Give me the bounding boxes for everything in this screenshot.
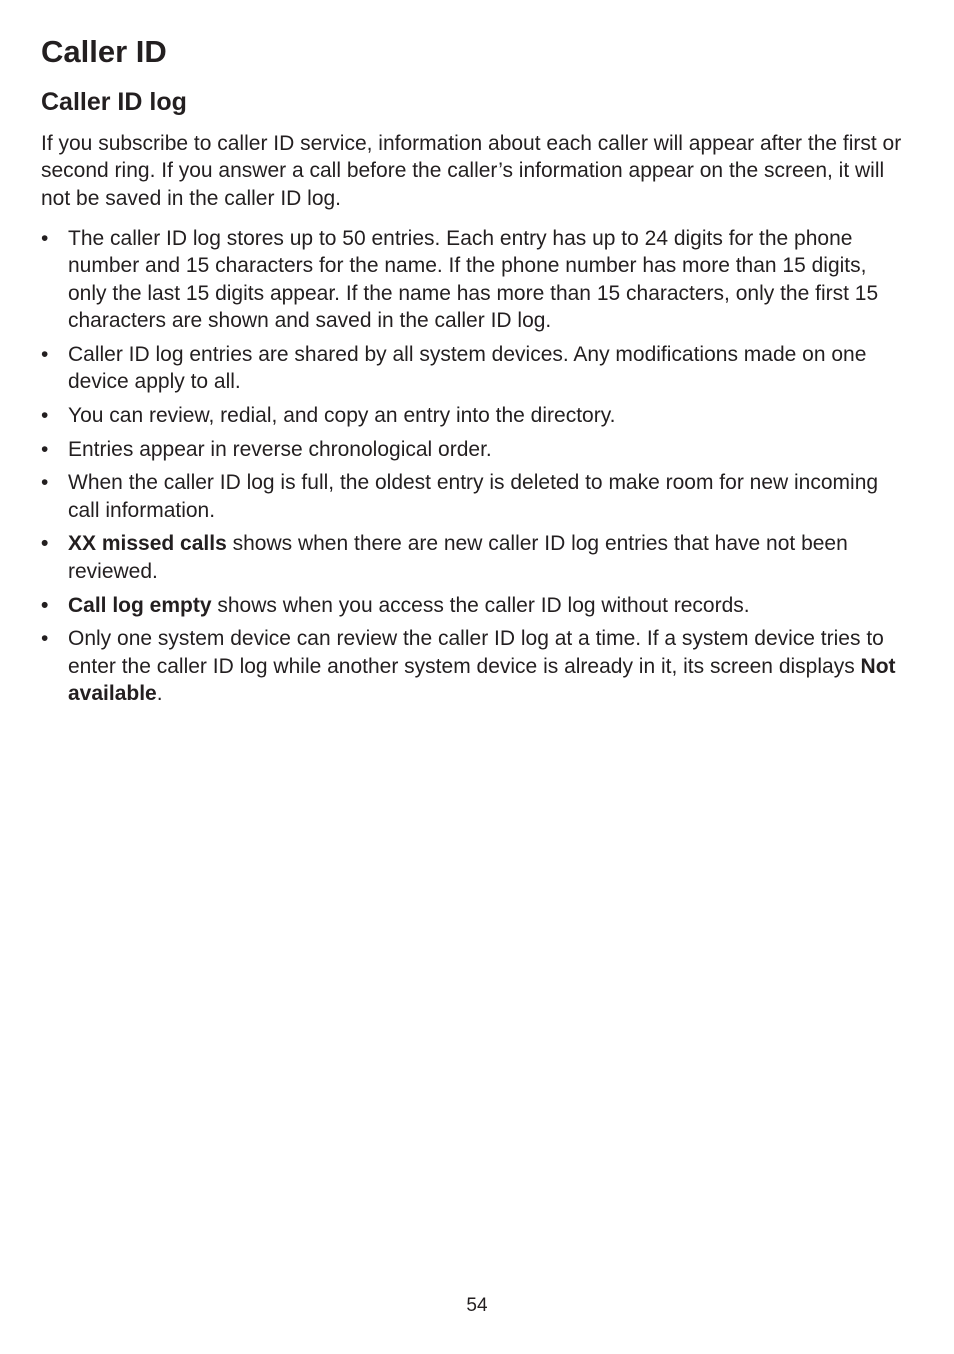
- bullet-text: shows when you access the caller ID log without records.: [211, 593, 750, 617]
- bullet-text: You can review, redial, and copy an entry into the directory.: [68, 403, 616, 427]
- bullet-bold-term: Call log empty: [68, 593, 212, 617]
- bullet-dot-icon: •: [41, 437, 49, 461]
- bullet-text: shows when there are new caller ID log entries that have not been reviewed.: [68, 532, 848, 583]
- bullet-item-3: [41, 402, 907, 429]
- page-number: 54: [466, 1295, 488, 1316]
- bullet-dot-icon: •: [41, 532, 49, 556]
- bullet-dot-icon: •: [41, 227, 49, 250]
- bullet-dot-icon: •: [41, 403, 49, 427]
- bullet-dot-icon: •: [41, 342, 49, 366]
- bullet-item-2: [41, 341, 907, 396]
- bullet-text-end: .: [156, 681, 163, 705]
- bullet-text: When the caller ID log is full, the oldest entry is deleted to make room for new incoming call information.: [68, 471, 879, 522]
- intro-paragraph: If you subscribe to caller ID service, information about each caller will appear after the first or second ring. If you answer a call before the caller’s information appear on the screen, it will not be saved in the caller ID log.: [41, 132, 902, 210]
- section-title: Caller ID log: [41, 88, 187, 116]
- bullet-text: Entries appear in reverse chronological order.: [68, 437, 492, 461]
- bullet-item-7: [41, 592, 907, 619]
- bullet-list: [41, 225, 907, 714]
- bullet-item-8: [41, 625, 907, 707]
- bullet-bold-term: XX missed calls: [68, 532, 227, 556]
- bullet-item-6: [41, 530, 907, 585]
- page-title: Caller ID: [41, 34, 167, 69]
- bullet-item-4: [41, 436, 907, 463]
- bullet-text: Caller ID log entries are shared by all system devices. Any modifications made on one device apply to all.: [68, 342, 867, 393]
- bullet-item-5: [41, 469, 907, 524]
- bullet-text: The caller ID log stores up to 50 entries. Each entry has up to 24 digits for the phone number and 15 characters for the name. If the phone number has more than 15 digits, only the last 15 digits appear. If the name has more than 15 characters, only the first 15 characters are shown and saved in the caller ID log.: [68, 227, 879, 332]
- bullet-dot-icon: •: [41, 593, 49, 617]
- bullet-bold-term: Not available: [68, 654, 896, 705]
- bullet-dot-icon: •: [41, 471, 49, 495]
- bullet-item-1: [41, 225, 907, 334]
- bullet-text: Only one system device can review the caller ID log at a time. If a system device tries to enter the caller ID log while another system device is already in it, its screen displays: [68, 627, 884, 678]
- bullet-dot-icon: •: [41, 627, 49, 651]
